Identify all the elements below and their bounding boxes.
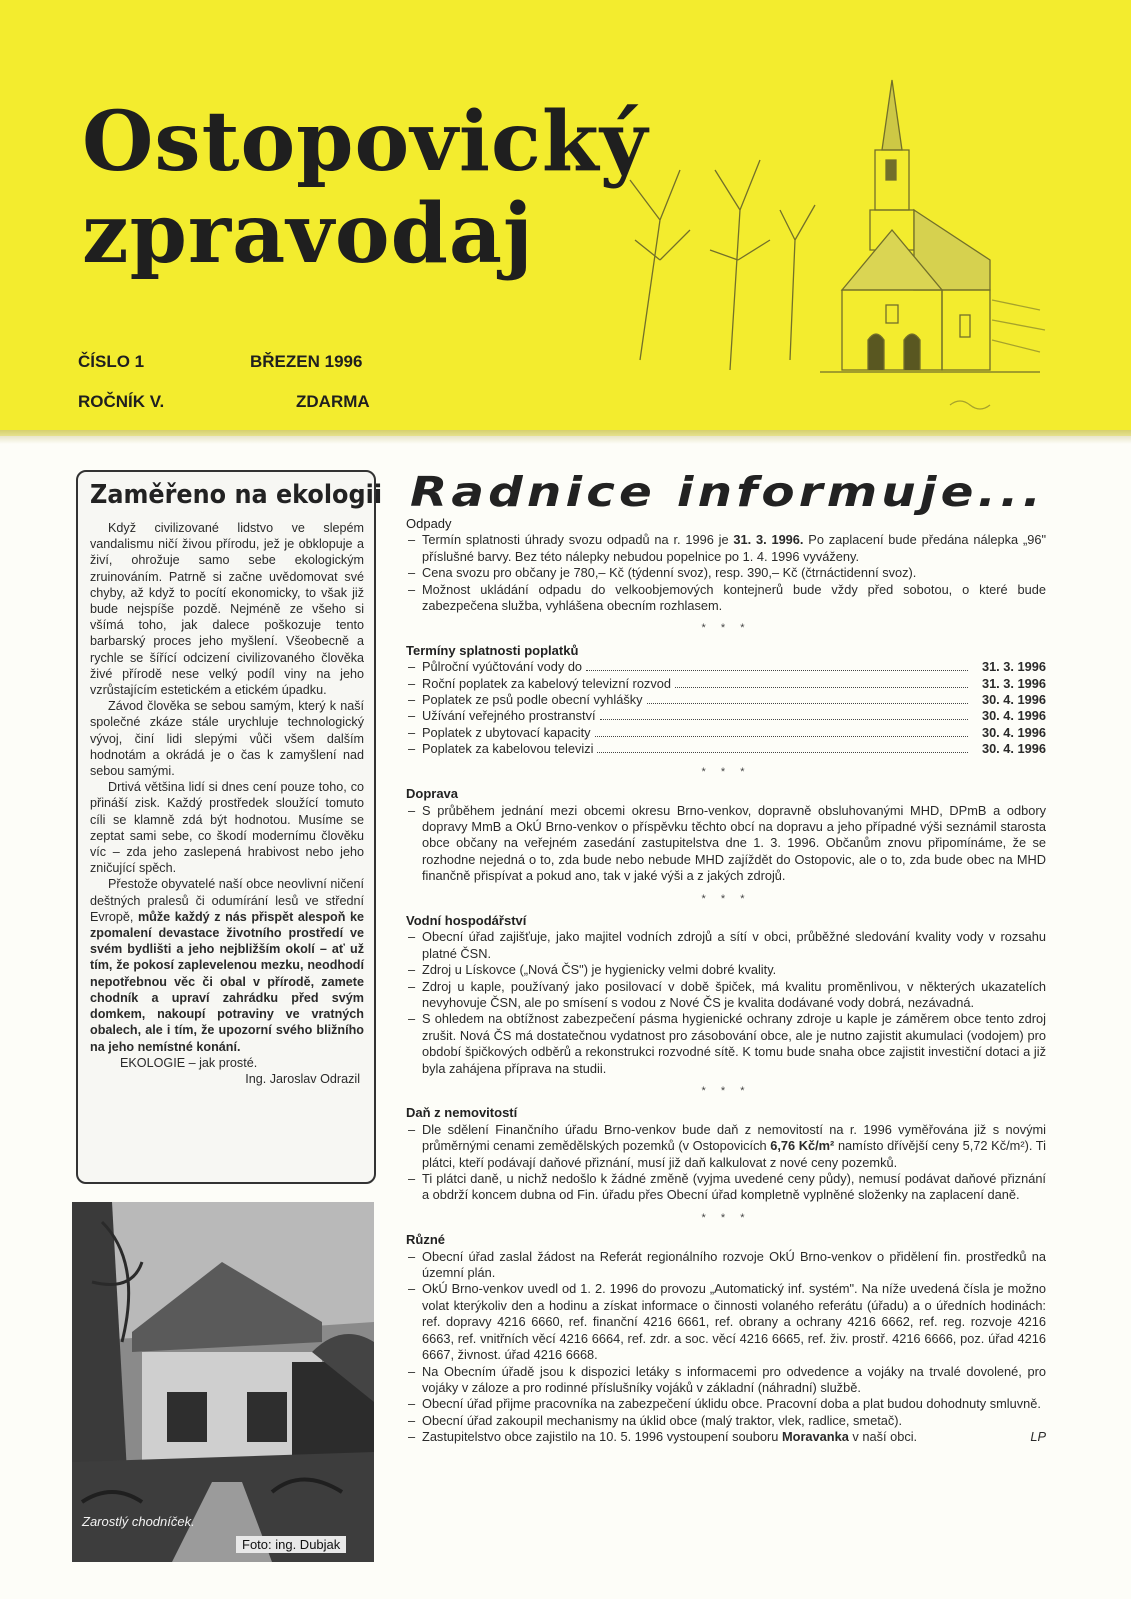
list-item: – Možnost ukládání odpadu do velkoobjemových kontejnerů bude vždy před sobotou, o které bude zabezpečena služba, vyhlášena obecním rozhlasem.: [406, 582, 1046, 615]
voda-heading: Vodní hospodářství: [406, 912, 527, 928]
ruzne-heading: Různé: [406, 1232, 445, 1248]
ecology-heading: Zaměřeno na ekologii: [90, 480, 383, 510]
leader-dots: [647, 703, 968, 704]
photo-caption: Zarostlý chodníček.: [82, 1514, 195, 1529]
list-item: – Obecní úřad zajišťuje, jako majitel vodních zdrojů a sítí v obci, průběžné sledování kvality vody v rozsahu platné ČSN.: [406, 929, 1046, 962]
ruzne-item-6-cont: v naší obci.: [848, 1429, 918, 1445]
terminy-heading: Termíny splatnosti poplatků: [406, 642, 579, 658]
volume-number: ROČNÍK V.: [78, 392, 165, 411]
fee-row: [406, 708, 1046, 724]
list-item: – Cena svozu pro občany je 780,– Kč (týdenní svoz), resp. 390,– Kč (čtrnáctidenní svoz).: [406, 565, 1046, 581]
ecology-author: Ing. Jaroslav Odrazil: [245, 1071, 360, 1086]
fee-label: – Užívání veřejného prostranství: [422, 708, 596, 724]
list-item: – Obecní úřad zaslal žádost na Referát regionálního rozvoje OkÚ Brno-venkov o přidělení fin. prostředků na územní plán.: [406, 1249, 1046, 1282]
fee-label: – Poplatek za kabelovou televizi: [422, 741, 594, 757]
dan-heading: Daň z nemovitostí: [406, 1105, 518, 1121]
section-divider: * * *: [701, 892, 751, 905]
list-item: [406, 532, 1046, 565]
odpady-item-1-text: Termín splatnosti úhrady svozu odpadů na r. 1996 je: [422, 532, 734, 548]
newspaper-title: [82, 96, 648, 280]
odpady-deadline: 31. 3. 1996.: [733, 532, 804, 548]
dan-list: [406, 1122, 1046, 1204]
list-item: – Obecní úřad přijme pracovníka na zabezpečení úklidu obce. Pracovní doba a plat budou dohodnuty smluvně.: [406, 1396, 1046, 1412]
title-line-1: Ostopovický: [82, 94, 649, 190]
section-divider: * * *: [701, 1085, 751, 1097]
odpady-heading: Odpady: [406, 516, 452, 531]
section-divider: * * *: [701, 622, 751, 635]
fee-due-date: 30. 4. 1996: [981, 724, 1046, 740]
list-item: – Zdroj u kaple, používaný jako posilovací v době špiček, má kvalitu proměnlivou, v některých ukazatelích nevyhovuje ČSN, ale po smísení s vodou z Nové ČS je kvalita dodávané vody dobrá, nezávadná.: [406, 979, 1046, 1012]
scan-artifact: [0, 430, 1131, 444]
list-item: [406, 1122, 1046, 1171]
fee-label: – Roční poplatek za kabelový televizní rozvod: [422, 675, 671, 691]
church-sketch-icon: [620, 60, 1060, 436]
list-item: – Zdroj u Lískovce („Nová ČS") je hygienicky velmi dobré kvality.: [406, 962, 1046, 978]
fee-label: – Poplatek ze psů podle obecní vyhlášky: [422, 692, 643, 708]
section-divider: * * *: [701, 765, 751, 778]
list-item: – Na Obecním úřadě jsou k dispozici letáky s informacemi pro odvedence a vojáky na trvalé dovolené, pro vojáky v záloze a pro rodinné příslušníky vojáků v základní (náhradní) službě.: [406, 1364, 1046, 1397]
list-item: – Ti plátci daně, u nichž nedošlo k žádné změně (vyjma uvedené ceny půdy), nemusí podávat daňové přiznání a obdrží koncem dubna od Fin. úřadu přes Obecní úřad kompletně vyplněné složenky na zaplacení daně.: [406, 1171, 1046, 1204]
leader-dots: [586, 670, 968, 671]
leader-dots: [600, 719, 968, 720]
ecology-paragraph-3: Drtivá většina lidí si dnes cení pouze toho, co přináší zisk. Každý prostředek sloužící tomuto cíli se klamně zdá být hodnotou. Musíme se zeptat sami sebe, co škodí modernímu člověku víc – zda jeho zaslepená hrabivost nebo jeho zničující spěch.: [90, 780, 364, 876]
leader-dots: [595, 736, 968, 737]
photo-credit: Foto: ing. Dubjak: [236, 1536, 346, 1553]
ecology-paragraph-1: Když civilizované lidstvo ve slepém vandalismu ničí živou přírodu, jež je obklopuje a živí, ohrožuje samo sebe ekologickým zruinováním. Patrně si začne uvědomovat své chyby, až když to pocítí ekonomicky, to však již bude nejspíše pozdě. Nejméně ze všeho si všímá toho, jak dalece poškozuje tento barbarský proces jeho myšlení. Všeobecně a rychle se šířící odcizení civilizovaného člověka živé přírodě nese velký podíl viny na jeho vzrůstajícím estetickém a etickém úpadku.: [90, 521, 364, 698]
ruzne-list: [406, 1249, 1046, 1446]
section-headline: Radnice informuje...: [410, 468, 1046, 516]
doprava-list: [406, 803, 1046, 885]
fee-row: [406, 659, 1046, 675]
ensemble-name: Moravanka: [781, 1429, 849, 1445]
ecology-paragraph-4: [90, 876, 364, 1054]
odpady-list: [406, 532, 1046, 614]
fee-due-date: 30. 4. 1996: [981, 741, 1046, 757]
council-news: [406, 516, 1046, 1446]
dan-item-1-cont: namísto dřívější ceny 5,72 Kč/m²). Ti plátci, kteří podávají daňové přiznání, musí již daň kalkulovat z nové ceny pozemků.: [422, 1138, 1046, 1170]
ecology-closing: EKOLOGIE – jak prosté.: [120, 1055, 258, 1070]
dan-item-1-text: Dle sdělení Finančního úřadu Brno-venkov bude daň z nemovitostí na r. 1996 vyměřována již s novými průměrnými cenami zemědělských pozemků (v Ostopovicích: [422, 1121, 1046, 1154]
fee-due-date: 30. 4. 1996: [981, 708, 1046, 724]
voda-list: [406, 929, 1046, 1077]
fees-list: [406, 659, 1046, 757]
ecology-p4-lead: Přestože obyvatelé naší obce neovlivní ničení deštných pralesů či odumírání lesů ve střední Evropě,: [90, 877, 364, 924]
section-divider: * * *: [701, 1211, 751, 1224]
doprava-heading: Doprava: [406, 786, 459, 802]
ruzne-item-6-text: Zastupitelstvo obce zajistilo na 10. 5. 1996 vystoupení souboru: [422, 1429, 782, 1445]
fee-row: [406, 725, 1046, 741]
list-item: – S průběhem jednání mezi obcemi okresu Brno-venkov, dopravně obsluhovanými MHD, DPmB a odbory dopravy MmB a OkÚ Brno-venkov o příspěvku těchto obcí na dopravu a jeho případné výši seznámil starosta obce občany na veřejném zasedání zastupitelstva dne 1. 3. 1996. Občanům znovu připomínáme, že se rozhodne nejedná o to, zda bude nebo nebude MHD zajíždět do Ostopovic, ale o to, zda bude obec na MHD finančně přispívat a pokud ano, tak v jaké výši a z jakých zdrojů.: [406, 803, 1046, 885]
leader-dots: [675, 687, 968, 688]
leader-dots: [597, 752, 968, 753]
list-item: – Obecní úřad zakoupil mechanismy na úklid obce (malý traktor, vlek, radlice, smetač).: [406, 1413, 1046, 1429]
fee-row: [406, 692, 1046, 708]
issue-number: ČÍSLO 1: [78, 352, 145, 371]
photo-overgrown-path: [72, 1202, 374, 1562]
article-author-initials: LP: [1030, 1429, 1046, 1445]
title-line-2: zpravodaj: [82, 186, 534, 282]
list-item: – OkÚ Brno-venkov uvedl od 1. 2. 1996 do provozu „Automatický inf. systém". Na níže uvedená čísla je možno volat kterýkoliv den a hodinu a získat informace o činnosti volaného referátu (úřadu) a o úředních hodinách: ref. dopravy 4216 6660, ref. finanční 4216 6661, ref. obrany a ochrany 4216 6662, ref. reg. rozvoje 4216 6663, ref. vnitřních věcí 4216 6664, ref. zdr. a soc. věcí 4216 6665, ref. živ. prostř. 4216 6666, poz. úřad 4216 6667, živnost. úřad 4216 6668.: [406, 1281, 1046, 1363]
ecology-paragraph-2: Závod člověka se sebou samým, který k naší společné zkáze stále urychluje technologický vývoj, činí lidi slepými vůči všem dalším hodnotám a okrádá je o čas k zamyšlení nad sebou samými.: [90, 699, 364, 779]
fee-due-date: 31. 3. 1996: [981, 675, 1046, 691]
dan-price: 6,76 Kč/m²: [770, 1138, 835, 1154]
fee-row: [406, 676, 1046, 692]
fee-row: [406, 741, 1046, 757]
house-photo-icon: [72, 1202, 374, 1562]
masthead: [0, 0, 1131, 436]
ecology-column: [76, 470, 383, 1184]
list-item: [406, 1429, 1046, 1445]
fee-label: – Půlroční vyúčtování vody do: [422, 659, 583, 675]
ecology-p4-emphasis: může každý z nás přispět alespoň ke zpomalení devastace životního prostředí ve svém bydlišti a jeho nejbližším okolí – ať už tím, že pokosí zaplevelenou mezku, neodhodí nepotřebnou věc či obal v přírodě, zamete chodník a upraví zahrádku před svým domkem, nakoupí potraviny ve vratných obalech, ale i tím, že upozorní svého bližního na jeho nemístné konání.: [90, 909, 364, 1054]
list-item: – S ohledem na obtížnost zabezpečení pásma hygienické ochrany zdroje u kaple je záměrem obce tento zdroj zrušit. Nová ČS má dostatečnou vydatnost pro zásobování obce, ale je nutno zajistit akumulaci (vodojem) pro období špičkových odběrů a rekonstrukci rozvodné sítě. K tomu bude snaha obce zajistit investiční dotaci a již byla zahájena příprava na studii.: [406, 1011, 1046, 1077]
price-label: ZDARMA: [296, 392, 370, 411]
issue-date: BŘEZEN 1996: [250, 352, 363, 371]
fee-due-date: 31. 3. 1996: [981, 659, 1046, 675]
fee-due-date: 30. 4. 1996: [981, 692, 1046, 708]
fee-label: – Poplatek z ubytovací kapacity: [422, 724, 591, 740]
odpady-item-1-cont: Po zaplacení bude předána nálepka „96" příslušné barvy. Bez této nálepky nebudou popelnice po 1. 4. 1996 vyváženy.: [422, 532, 1047, 564]
